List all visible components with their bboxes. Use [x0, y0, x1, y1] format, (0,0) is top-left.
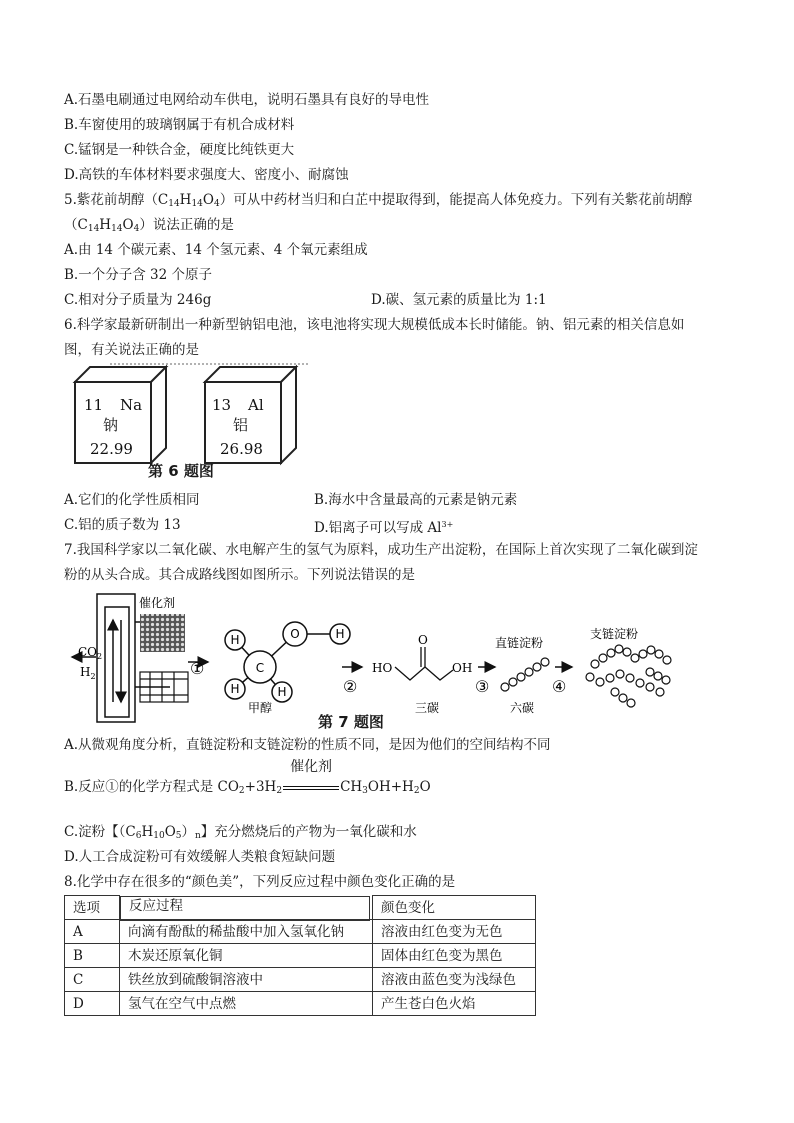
- svg-text:H: H: [335, 627, 345, 641]
- table-row: A 向滴有酚酞的稀盐酸中加入氢氧化钠 溶液由红色变为无色: [65, 920, 536, 944]
- q5-option-c: C.相对分子质量为 246g: [64, 292, 212, 308]
- q6-stem-line2: 图，有关说法正确的是: [64, 342, 199, 358]
- step4-label: ④: [552, 677, 567, 696]
- branched-starch-chain: [586, 645, 671, 707]
- table-row: C 铁丝放到硫酸铜溶液中 溶液由蓝色变为浅绿色: [65, 968, 536, 992]
- catalyst-label: 催化剂: [139, 596, 176, 610]
- svg-text:OH: OH: [452, 661, 473, 675]
- step3-label: ③: [475, 677, 490, 696]
- h2-label: $H_2$: [80, 665, 96, 681]
- catalyst-condition: 催化剂: [290, 759, 333, 775]
- q4-option-d: D.高铁的车体材料要求强度大、密度小、耐腐蚀: [64, 167, 349, 183]
- q5-option-a: A.由 14 个碳元素、14 个氢元素、4 个氧元素组成: [64, 242, 368, 258]
- svg-text:HO: HO: [372, 661, 393, 675]
- q7-figure-caption: 第 7 题图: [318, 713, 384, 731]
- q6-option-c: C.铝的质子数为 13: [64, 517, 181, 533]
- step2-label: ②: [343, 677, 358, 696]
- na-atomic-number: 11: [84, 396, 104, 414]
- table-row: B 木炭还原氧化铜 固体由红色变为黑色: [65, 944, 536, 968]
- na-symbol: Na: [120, 396, 143, 414]
- q6-option-d: D.铝离子可以写成 $Al^{3+}$: [314, 520, 454, 536]
- q6-option-b: B.海水中含量最高的元素是钠元素: [314, 492, 518, 508]
- methanol-molecule: [225, 622, 350, 702]
- step1-label: ①: [190, 659, 205, 678]
- svg-text:H: H: [230, 633, 240, 647]
- q4-option-c: C.锰钢是一种铁合金，硬度比纯铁更大: [64, 142, 295, 158]
- al-mass: 26.98: [220, 440, 263, 458]
- three-carbon-molecule: [395, 647, 453, 680]
- na-mass: 22.99: [90, 440, 133, 458]
- q5-stem-line2: $(C_{14}H_{14}O_4)$说法正确的是: [64, 217, 234, 234]
- svg-text:O: O: [290, 627, 300, 641]
- al-atomic-number: 13: [212, 396, 232, 414]
- methanol-label: 甲醇: [247, 701, 273, 715]
- svg-text:H: H: [277, 685, 287, 699]
- q8-stem: 8.化学中存在很多的“颜色美”，下列反应过程中颜色变化正确的是: [64, 874, 456, 890]
- q6-option-a: A.它们的化学性质相同: [64, 492, 200, 508]
- q5-option-b: B.一个分子含 32 个原子: [64, 267, 212, 283]
- q7-stem-line1: 7.我国科学家以二氧化碳、水电解产生的氢气为原料，成功生产出淀粉，在国际上首次实现了二氧化碳到淀: [64, 542, 698, 558]
- three-carbon-label: 三碳: [415, 701, 440, 715]
- branched-starch-label: 支链淀粉: [590, 627, 639, 641]
- catalyst-image: [140, 614, 185, 652]
- table-row: D 氢气在空气中点燃 产生苍白色火焰: [65, 992, 536, 1016]
- q7-option-b: B.反应①的化学方程式是 $CO_2+3H_2$ 催化剂 $CH_3OH+H_2O$: [64, 759, 431, 796]
- q4-option-b: B.车窗使用的玻璃钢属于有机合成材料: [64, 117, 295, 133]
- q5-option-d: D.碳、氢元素的质量比为 1:1: [371, 292, 547, 308]
- linear-starch-label: 直链淀粉: [495, 636, 544, 650]
- q6-figure-caption: 第 6 题图: [148, 462, 214, 480]
- six-carbon-label: 六碳: [510, 701, 535, 715]
- na-name: 钠: [103, 416, 119, 434]
- q7-stem-line2: 粉的从头合成。其合成路线图如图所示。下列说法错误的是: [64, 567, 415, 583]
- q7-option-d: D.人工合成淀粉可有效缓解人类粮食短缺问题: [64, 849, 336, 865]
- table-header-row: 选项 反应过程 颜色变化: [65, 896, 536, 920]
- reactor: [97, 594, 175, 722]
- svg-text:H: H: [230, 682, 240, 696]
- q4-option-a: A.石墨电刷通过电网给动车供电，说明石墨具有良好的导电性: [64, 92, 430, 108]
- al-name: 铝: [233, 416, 249, 434]
- svg-text:O: O: [418, 633, 428, 647]
- q5-stem-line1: 5.紫花前胡醇$(C_{14}H_{14}O_4)$可从中药材当归和白芷中提取得到，能提高人体免疫力。下列有关紫花前胡醇: [64, 192, 693, 209]
- co2-label: $CO_2$: [78, 645, 103, 661]
- linear-starch-chain: [501, 658, 549, 691]
- q8-table: [64, 895, 536, 1016]
- al-symbol: Al: [248, 396, 264, 414]
- svg-text:C: C: [255, 661, 265, 675]
- q7-option-a: A.从微观角度分析，直链淀粉和支链淀粉的性质不同，是因为他们的空间结构不同: [64, 737, 551, 753]
- q7-option-c: C.淀粉【$(C_6H_{10}O_5)_n$】充分燃烧后的产物为一氧化碳和水: [64, 824, 417, 841]
- q6-stem-line1: 6.科学家最新研制出一种新型钠铝电池，该电池将实现大规模低成本长时储能。钠、铝元素的相关信息如: [64, 317, 685, 333]
